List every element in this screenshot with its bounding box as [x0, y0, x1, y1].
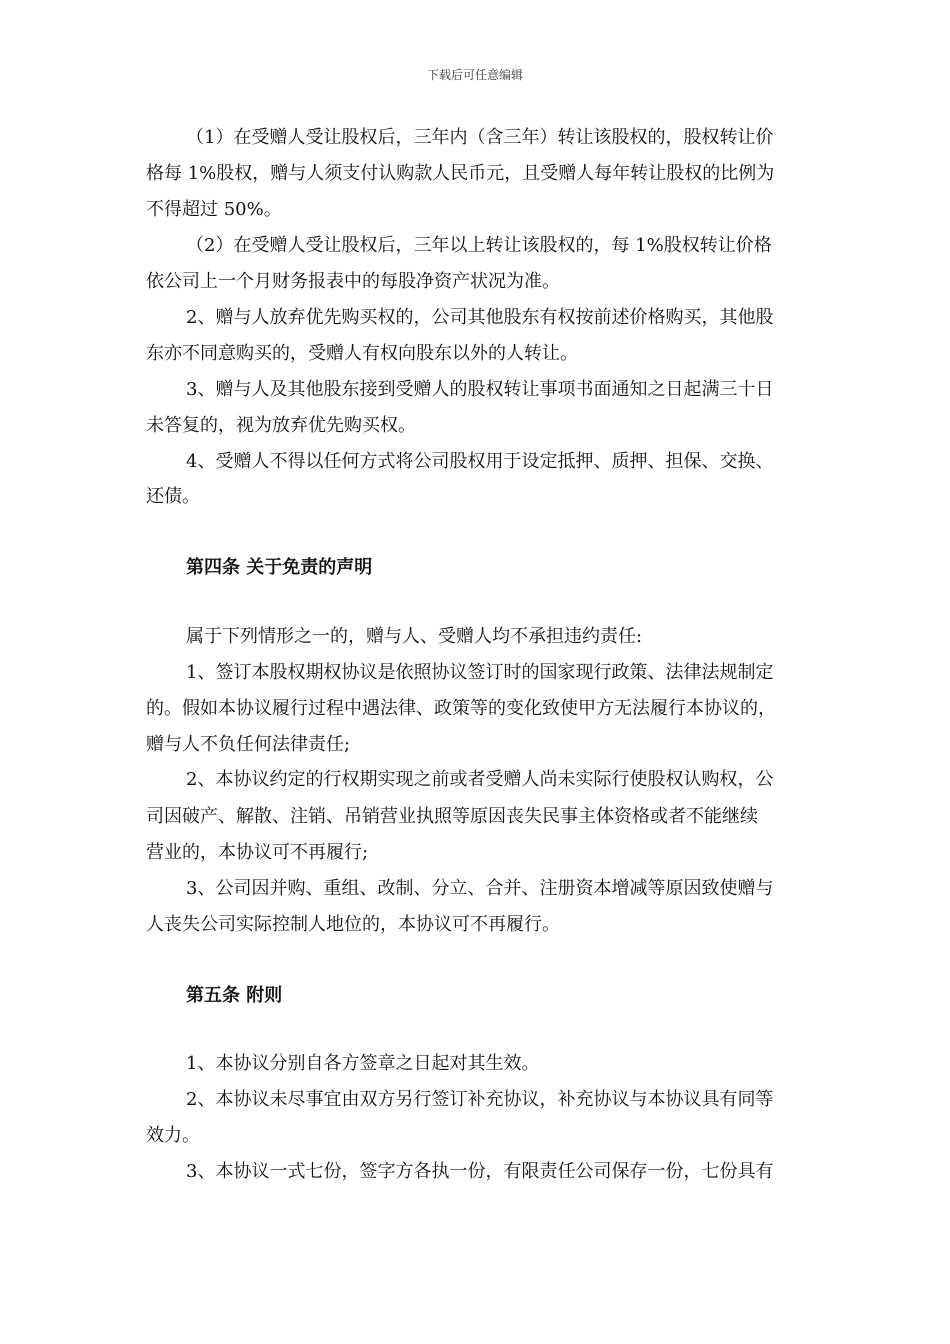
paragraph-line: （2）在受赠人受让股权后，三年以上转让该股权的，每 1%股权转让价格 [186, 235, 772, 256]
paragraph-line: 2、本协议未尽事宜由双方另行签订补充协议，补充协议与本协议具有同等 [186, 1089, 774, 1110]
paragraph-line: 3、本协议一式七份，签字方各执一份，有限责任公司保存一份，七份具有 [186, 1161, 774, 1182]
paragraph-line: 格每 1%股权，赠与人须支付认购款人民币元，且受赠人每年转让股权的比例为 [146, 163, 775, 184]
paragraph-line: 效力。 [146, 1125, 200, 1146]
page-header: 下载后可任意编辑 [426, 68, 523, 82]
paragraph-line: 依公司上一个月财务报表中的每股净资产状况为准。 [146, 271, 560, 292]
paragraph-line: （1）在受赠人受让股权后，三年内（含三年）转让该股权的，股权转让价 [186, 127, 774, 148]
paragraph-line: 2、本协议约定的行权期实现之前或者受赠人尚未实际行使股权认购权，公 [186, 769, 774, 790]
paragraph-line: 1、签订本股权期权协议是依照协议签订时的国家现行政策、法律法规制定 [186, 662, 774, 683]
paragraph-line: 2、赠与人放弃优先购买权的，公司其他股东有权按前述价格购买，其他股 [186, 307, 774, 328]
paragraph-line: 属于下列情形之一的，赠与人、受赠人均不承担违约责任: [186, 626, 643, 647]
paragraph-line: 东亦不同意购买的，受赠人有权向股东以外的人转让。 [146, 343, 578, 364]
paragraph-line: 3、公司因并购、重组、改制、分立、合并、注册资本增减等原因致使赠与 [186, 878, 774, 899]
paragraph-line: 的。假如本协议履行过程中遇法律、政策等的变化致使甲方无法履行本协议的， [146, 698, 776, 719]
paragraph-line: 还债。 [146, 486, 200, 507]
paragraph-line: 3、赠与人及其他股东接到受赠人的股权转让事项书面通知之日起满三十日 [186, 379, 774, 400]
paragraph-line: 4、受赠人不得以任何方式将公司股权用于设定抵押、质押、担保、交换、 [186, 451, 774, 472]
paragraph-line: 赠与人不负任何法律责任; [146, 734, 351, 755]
paragraph-line: 不得超过 50%。 [146, 199, 282, 220]
paragraph-line: 未答复的，视为放弃优先购买权。 [146, 415, 416, 436]
paragraph-line: 人丧失公司实际控制人地位的，本协议可不再履行。 [146, 914, 560, 935]
paragraph-line: 司因破产、解散、注销、吊销营业执照等原因丧失民事主体资格或者不能继续 [146, 806, 758, 827]
paragraph-line: 营业的，本协议可不再履行; [146, 842, 369, 863]
section-heading: 第四条 关于免责的声明 [186, 557, 373, 578]
paragraph-line: 1、本协议分别自各方签章之日起对其生效。 [186, 1053, 540, 1074]
section-heading: 第五条 附则 [186, 985, 283, 1006]
